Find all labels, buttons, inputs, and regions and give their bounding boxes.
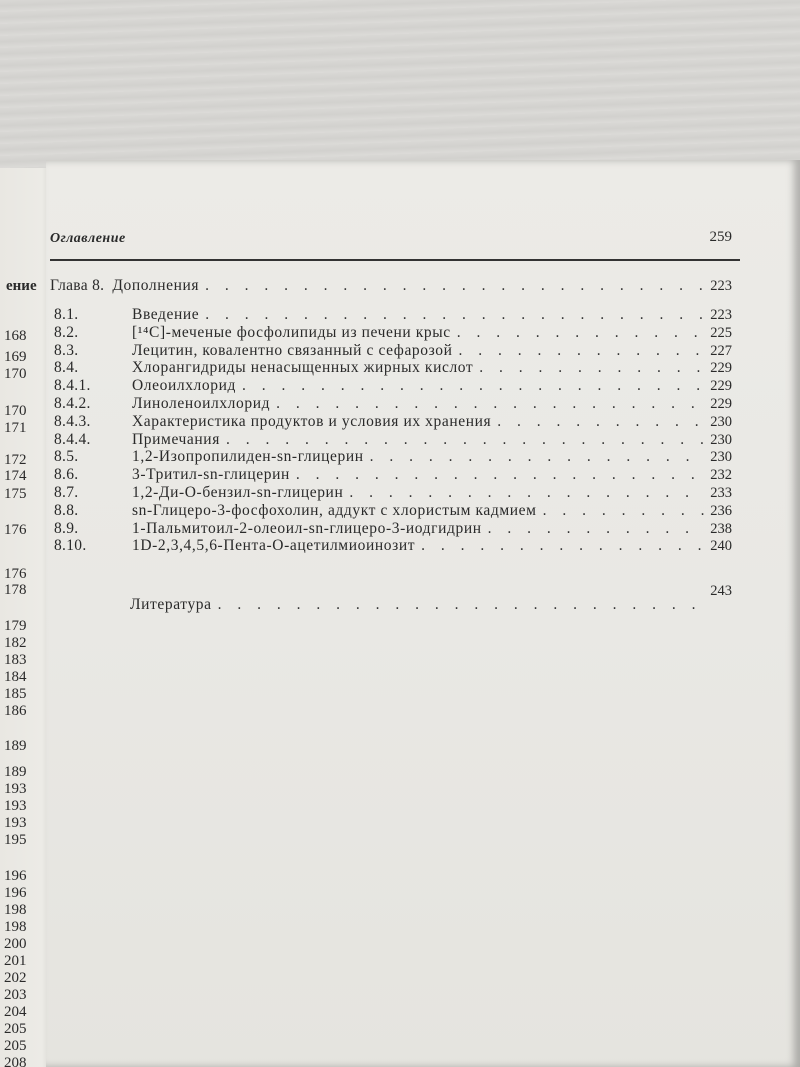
left-page-number: 189 (4, 738, 27, 754)
toc-entry (54, 413, 732, 431)
toc-entry (54, 359, 732, 377)
entry-page: 229 (710, 378, 732, 395)
entry-number: 8.4.1. (54, 377, 91, 395)
left-page-number: 193 (4, 815, 27, 831)
leader-dots (479, 359, 704, 377)
leader-dots (205, 306, 704, 324)
entry-title: [¹⁴C]-меченые фосфолипиды из печени крыс (132, 323, 451, 341)
leader-dots (296, 466, 704, 484)
left-page-number: 176 (4, 566, 27, 582)
entry-page: 230 (710, 413, 732, 430)
table-of-contents (46, 160, 800, 1067)
left-page-number: 198 (4, 919, 27, 935)
chapter-title: Дополнения (112, 277, 200, 294)
entry-page: 229 (710, 396, 732, 412)
left-page-number: 178 (4, 582, 27, 598)
entry-page: 227 (710, 342, 732, 359)
leader-dots (205, 277, 704, 295)
entry-number: 8.4. (54, 359, 79, 377)
entry-title: 1-Пальмитоил-2-олеоил-sn-глицеро-3-иодгидрин (132, 519, 482, 537)
left-page-number: 170 (4, 403, 27, 419)
entry-page: 225 (710, 324, 732, 341)
left-page-number: 201 (4, 953, 27, 969)
leader-dots (370, 448, 705, 466)
entry-page: 230 (710, 449, 732, 466)
leader-dots (276, 395, 704, 413)
entry-page: 238 (710, 520, 732, 537)
entry-number: 8.7. (54, 484, 79, 501)
left-page-number: 196 (4, 885, 27, 901)
leader-dots (218, 596, 705, 614)
left-page-number: 196 (4, 868, 27, 884)
left-page-number: 200 (4, 936, 27, 952)
entry-number: 8.8. (54, 501, 79, 519)
left-page-number: 198 (4, 902, 27, 918)
entry-number: 8.4.2. (54, 395, 91, 412)
left-page-number: 174 (4, 468, 27, 484)
literature-row (130, 583, 732, 614)
leader-dots (349, 484, 704, 502)
left-page-number: 184 (4, 669, 27, 685)
entry-number: 8.5. (54, 448, 79, 466)
chapter-label: Глава 8. (50, 277, 105, 294)
entry-page: 236 (710, 502, 732, 519)
entry-title: 1,2-Ди-О-бензил-sn-глицерин (132, 484, 344, 501)
entry-number: 8.6. (54, 466, 79, 484)
entry-title: sn-Глицеро-3-фосфохолин, аддукт с хлористым кадмием (132, 501, 537, 519)
toc-entry (54, 466, 732, 484)
left-page-number: 205 (4, 1038, 27, 1054)
entry-page: 232 (710, 467, 732, 484)
left-page-number: 208 (4, 1055, 27, 1067)
left-page-number: 204 (4, 1004, 27, 1020)
entry-title: Примечания (132, 430, 220, 448)
toc-entry (54, 395, 732, 413)
entry-title: Олеоилхлорид (132, 377, 236, 395)
literature-page: 243 (710, 583, 732, 599)
entry-title: Лецитин, ковалентно связанный с сефарозой (132, 341, 453, 359)
toc-entry (54, 324, 732, 342)
leader-dots (543, 502, 705, 520)
toc-entry (54, 306, 732, 324)
toc-entry (54, 431, 732, 449)
left-page-heading: ение (6, 278, 37, 294)
entry-number: 8.9. (54, 519, 79, 537)
entry-page: 240 (710, 538, 732, 555)
leader-dots (226, 431, 704, 449)
leader-dots (488, 520, 705, 538)
header-title: Оглавление (50, 231, 126, 246)
literature-title: Литература (130, 596, 212, 613)
entry-page: 229 (710, 360, 732, 377)
entry-title: Линоленоилхлорид (132, 395, 271, 412)
left-page-number: 193 (4, 798, 27, 814)
entry-page: 233 (710, 485, 732, 501)
entry-number: 8.2. (54, 323, 79, 341)
toc-entry (54, 520, 732, 538)
leader-dots (242, 377, 704, 395)
left-page-number: 176 (4, 522, 27, 538)
leader-dots (421, 537, 704, 555)
left-page-number: 203 (4, 987, 27, 1003)
left-page-number: 205 (4, 1021, 27, 1037)
entry-number: 8.4.3. (54, 412, 91, 430)
leader-dots (459, 342, 705, 360)
toc-entry (54, 502, 732, 520)
left-page-number: 193 (4, 781, 27, 797)
entry-title: Хлорангидриды ненасыщенных жирных кислот (132, 359, 474, 377)
entry-number: 8.10. (54, 537, 87, 555)
toc-entry (54, 448, 732, 466)
chapter-page: 223 (710, 278, 732, 294)
entry-title: 1D-2,3,4,5,6-Пента-О-ацетилмиоинозит (132, 537, 416, 555)
left-page-number: 183 (4, 652, 27, 668)
entry-title: Введение (132, 306, 200, 323)
left-page-number: 186 (4, 703, 27, 719)
left-page-number: 168 (4, 328, 27, 344)
entry-number: 8.3. (54, 341, 79, 359)
left-page-number: 179 (4, 618, 27, 634)
entry-number: 8.1. (54, 306, 79, 323)
header-page-number: 259 (709, 229, 732, 245)
left-page-number: 189 (4, 764, 27, 780)
entry-title: 3-Тритил-sn-глицерин (132, 466, 290, 484)
toc-entry (54, 377, 732, 395)
toc-entry (54, 537, 732, 555)
leader-dots (497, 413, 704, 431)
left-page-number: 170 (4, 366, 27, 382)
contents-page (46, 160, 800, 1067)
left-page-number: 185 (4, 686, 27, 702)
left-page-number: 171 (4, 420, 27, 436)
entry-page: 230 (710, 431, 732, 448)
left-page-number: 169 (4, 349, 27, 365)
left-page-number: 202 (4, 970, 27, 986)
left-page-number: 195 (4, 832, 27, 848)
left-page-number: 175 (4, 486, 27, 502)
left-page-number: 182 (4, 635, 27, 651)
chapter-row (50, 277, 732, 295)
entry-title: 1,2-Изопропилиден-sn-глицерин (132, 448, 364, 466)
table-surface (0, 0, 800, 170)
left-page-number: 172 (4, 452, 27, 468)
entry-number: 8.4.4. (54, 430, 91, 448)
entry-title: Характеристика продуктов и условия их хранения (132, 412, 492, 430)
entry-page: 223 (710, 307, 732, 323)
toc-entry (54, 484, 732, 502)
leader-dots (457, 324, 705, 342)
toc-entry (54, 342, 732, 360)
